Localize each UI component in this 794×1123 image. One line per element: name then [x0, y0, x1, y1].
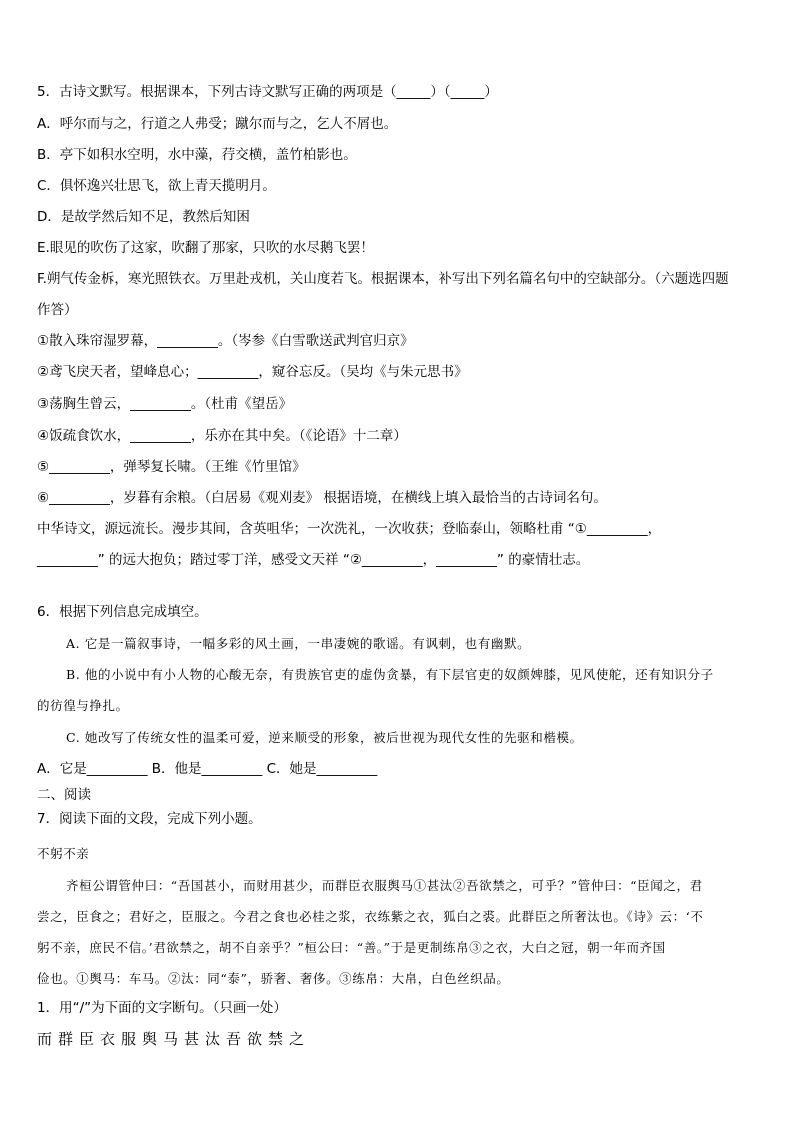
fill-item: ②鸢飞戾天者，望峰息心；_________，窥谷忘反。（吴均《与朱元思书》 — [37, 364, 468, 380]
q5-option-b: B．亭下如积水空明，水中藻，荇交横，盖竹柏影也。 — [37, 147, 357, 163]
q6-info-b: B. 他的小说中有小人物的心酸无奈，有贵族官吏的虚伪贪暴，有下层官吏的奴颜婢膝，见风使舵，还有知识分子 — [66, 667, 714, 682]
q6-info-a: A. 它是一篇叙事诗，一幅多彩的风土画，一串凄婉的歌谣。有讽刺，也有幽默。 — [66, 636, 531, 651]
q6-stem: 6．根据下列信息完成填空。 — [37, 604, 208, 620]
passage-line: 躬不亲，庶民不信。’君欲禁之，胡不自亲乎？”桓公曰：“善。”于是更制练帛③之衣，大白之冠，朝一年而齐国 — [37, 940, 666, 955]
q7-sub1-stem: 1．用“/”为下面的文字断句。（只画一处） — [37, 1000, 287, 1016]
q5-option-c: C．俱怀逸兴壮思飞，欲上青天揽明月。 — [37, 178, 276, 194]
q7-stem: 7．阅读下面的文段，完成下列小题。 — [37, 811, 262, 827]
passage-line: 俭也。①舆马：车马。②汰：同“泰”，骄奢、奢侈。③练帛：大帛，白色丝织品。 — [37, 971, 510, 986]
q5-option-d: D．是故学然后知不足，教然后知困 — [37, 209, 250, 225]
fill-item: ③荡胸生曾云，_________。（杜甫《望岳》 — [37, 396, 293, 412]
fill-item: ⑤_________，弹琴复长啸。（王维《竹里馆》 — [37, 459, 306, 475]
fill-item: ④饭疏食饮水，_________，乐亦在其中矣。（《论语》十二章） — [37, 428, 407, 444]
fill-item: ①散入珠帘湿罗幕，_________。（岑参《白雪歌送武判官归京》 — [37, 333, 414, 349]
q5-option-a: A．呼尔而与之，行道之人弗受；蹴尔而与之，乞人不屑也。 — [37, 116, 398, 132]
passage-line: 齐桓公谓管仲曰：“吾国甚小，而财用甚少，而群臣衣服舆马①甚汰②吾欲禁之，可乎？”管仲曰：“臣闻之，君 — [66, 878, 703, 893]
context-line: 中华诗文，源远流长。漫步其间，含英咀华；一次洗礼，一次收获；登临泰山，领略杜甫 “①_________， — [37, 521, 662, 537]
q7-sub1-text: 而群臣衣服舆马甚汰吾欲禁之 — [37, 1030, 311, 1048]
passage-line: 尝之，臣食之；君好之，臣服之。今君之食也必桂之浆，衣练紫之衣，狐白之裘。此群臣之所奢汰也。《诗》云：‘不 — [37, 909, 704, 924]
fill-item: ⑥_________，岁暮有余粮。（白居易《观刈麦》 根据语境，在横线上填入最恰当的古诗词名句。 — [37, 490, 607, 506]
context-line: _________” 的远大抱负；踏过零丁洋，感受文天祥 “②_________，_________” 的豪情壮志。 — [37, 552, 590, 568]
q5-option-f-cont: 作答） — [37, 302, 78, 318]
q5-stem: 5．古诗文默写。根据课本，下列古诗文默写正确的两项是（_____）（_____） — [37, 84, 498, 100]
q6-info-c: C. 她改写了传统女性的温柔可爱，逆来顺受的形象，被后世视为现代女性的先驱和楷模。 — [66, 730, 583, 745]
q6-answer-line: A．它是_________ B．他是_________ C．她是_________ — [37, 761, 378, 777]
q5-option-f: F.朔气传金柝，寒光照铁衣。万里赴戎机，关山度若飞。根据课本，补写出下列名篇名句中的空缺部分。（六题选四题 — [37, 271, 729, 287]
section-heading-reading: 二、阅读 — [37, 787, 91, 803]
q6-info-b-cont: 的彷徨与挣扎。 — [37, 698, 129, 713]
passage-title: 不躬不亲 — [37, 846, 90, 861]
q5-option-e: E.眼见的吹伤了这家，吹翻了那家，只吹的水尽鹅飞罢！ — [37, 240, 374, 256]
